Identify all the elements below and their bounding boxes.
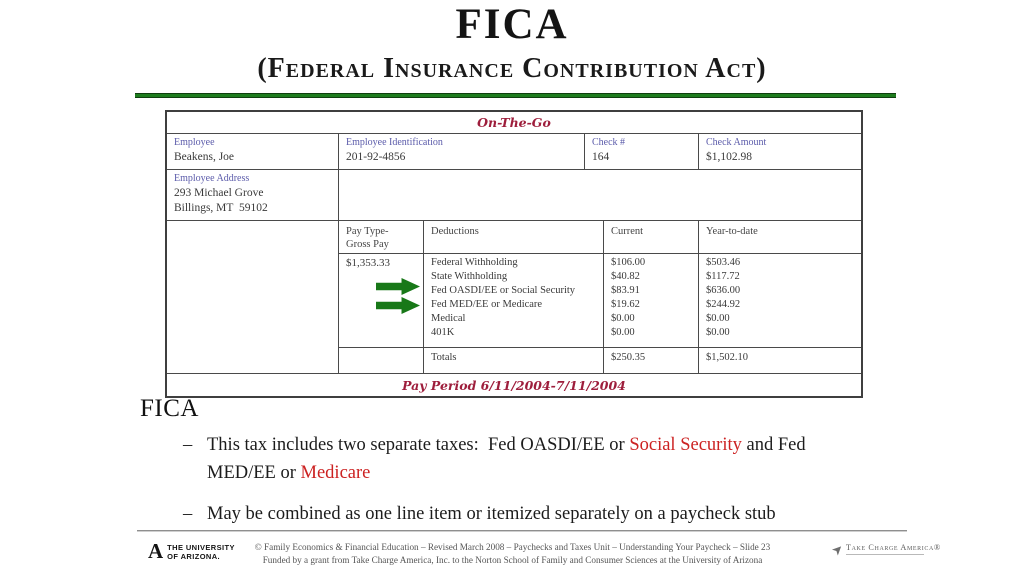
employee-value: Beakens, Joe [174, 151, 235, 163]
totals-spacer-cell [339, 348, 424, 373]
right-arrow-icon [376, 278, 420, 295]
check-amount-cell [699, 134, 861, 169]
bullet-1-text [207, 431, 873, 487]
pay-type-header-line2: Gross Pay [346, 239, 389, 250]
bullet-1-part2: and Fed MED/EE or [207, 435, 811, 483]
deduction-name: Fed MED/EE or Medicare [431, 299, 543, 310]
gross-pay-cell [339, 254, 424, 347]
check-amount-label: Check Amount [706, 137, 767, 148]
deduction-current-cell [604, 254, 699, 347]
employee-address-line1: 293 Michael Grove [174, 187, 264, 199]
right-arrow-icon [376, 297, 420, 314]
deduction-ytd: $244.92 [706, 299, 741, 310]
deduction-name: State Withholding [431, 271, 508, 282]
pay-type-header-cell [339, 221, 424, 253]
ytd-header-cell: Year-to-date [706, 226, 758, 237]
employee-id-cell [339, 134, 585, 169]
deduction-ytd: $503.46 [706, 257, 741, 268]
tca-tagline-rule [846, 554, 924, 557]
tca-logo-text [846, 543, 941, 557]
deduction-ytd: $0.00 [706, 327, 730, 338]
pay-period-row [167, 374, 861, 396]
employee-address-label: Employee Address [174, 173, 250, 184]
title-divider-rule [135, 93, 896, 98]
deductions-data-row [339, 254, 861, 348]
deduction-current: $0.00 [611, 327, 635, 338]
bullet-list [183, 431, 873, 541]
deduction-current: $106.00 [611, 257, 646, 268]
deductions-subtable [339, 221, 861, 373]
footer-credits [250, 541, 775, 566]
deductions-header-cell: Deductions [424, 221, 604, 253]
paycheck-stub [165, 110, 863, 398]
current-header-cell: Current [604, 221, 699, 253]
bullet-1-part1: This tax includes two separate taxes: Fed OASDI/EE or [207, 435, 630, 455]
totals-row [339, 348, 861, 373]
footer-credit-line1: © Family Economics & Financial Education – Revised March 2008 – Paychecks and Taxes Unit – Understanding Your Paycheck – Slide 23 [254, 542, 771, 552]
deduction-current: $40.82 [611, 271, 640, 282]
bullet-1-red-medicare: Medicare [300, 463, 371, 483]
deduction-names-cell [424, 254, 604, 347]
gross-pay-value: $1,353.33 [346, 257, 390, 269]
employee-label: Employee [174, 137, 215, 148]
deduction-name: Federal Withholding [431, 257, 518, 268]
tca-name: Take Charge America® [845, 543, 941, 552]
check-amount-value: $1,102.98 [706, 151, 752, 163]
address-row [167, 170, 861, 221]
bullet-1-red-social-security: Social Security [629, 435, 742, 455]
pay-type-header-line1: Pay Type- [346, 226, 389, 237]
university-logo-text [167, 541, 235, 561]
totals-current: $250.35 [604, 348, 699, 373]
deduction-current: $0.00 [611, 313, 635, 324]
take-charge-america-logo [828, 540, 941, 559]
deductions-left-spacer [167, 221, 339, 373]
pay-period-text: Pay Period 6/11/2004-7/11/2004 [402, 377, 626, 393]
employee-id-value: 201-92-4856 [346, 151, 406, 163]
bullet-dash: – [183, 435, 193, 455]
deduction-ytd: $0.00 [706, 313, 730, 324]
deduction-current: $19.62 [611, 299, 640, 310]
university-logo-line2: OF ARIZONA. [167, 552, 221, 561]
university-logo-line1: THE UNIVERSITY [167, 543, 235, 552]
deductions-header-row [339, 221, 861, 254]
bullet-2-text: May be combined as one line item or itemized separately on a paycheck stub [207, 504, 776, 524]
green-arrows [376, 278, 416, 314]
company-row [167, 112, 861, 134]
employee-cell [167, 134, 339, 169]
arizona-a-icon: A [148, 539, 164, 563]
bullet-dash: – [183, 504, 193, 524]
university-of-arizona-logo [148, 541, 235, 562]
bullet-item-1 [183, 431, 873, 487]
deduction-ytd: $636.00 [706, 285, 741, 296]
deductions-section [167, 221, 861, 374]
employee-address-cell [167, 170, 339, 220]
deduction-name: 401K [431, 327, 455, 338]
slide-subtitle: (Federal Insurance Contribution Act) [257, 53, 767, 84]
section-heading: FICA [140, 395, 199, 422]
footer-divider-rule [137, 530, 907, 532]
employee-address-line2: Billings, MT 59102 [174, 202, 268, 214]
totals-ytd: $1,502.10 [706, 352, 748, 363]
employee-info-row [167, 134, 861, 170]
check-number-cell [585, 134, 699, 169]
footer-credit-line2: Funded by a grant from Take Charge America, Inc. to the Norton School of Family and Consumer Sciences at the University of Arizona [262, 554, 763, 565]
totals-label: Totals [424, 348, 604, 373]
check-number-label: Check # [592, 137, 626, 148]
tca-arrow-icon: ➤ [828, 540, 847, 559]
deduction-name: Medical [431, 313, 466, 324]
deduction-name: Fed OASDI/EE or Social Security [431, 285, 576, 296]
check-number-value: 164 [592, 151, 610, 163]
slide-title: FICA [455, 1, 569, 48]
employee-id-label: Employee Identification [346, 137, 443, 148]
address-row-spacer [339, 170, 861, 220]
deduction-ytd-cell [699, 254, 861, 347]
deduction-ytd: $117.72 [706, 271, 740, 282]
bullet-item-2 [183, 500, 873, 528]
deduction-current: $83.91 [611, 285, 640, 296]
company-name: On-The-Go [477, 115, 551, 130]
